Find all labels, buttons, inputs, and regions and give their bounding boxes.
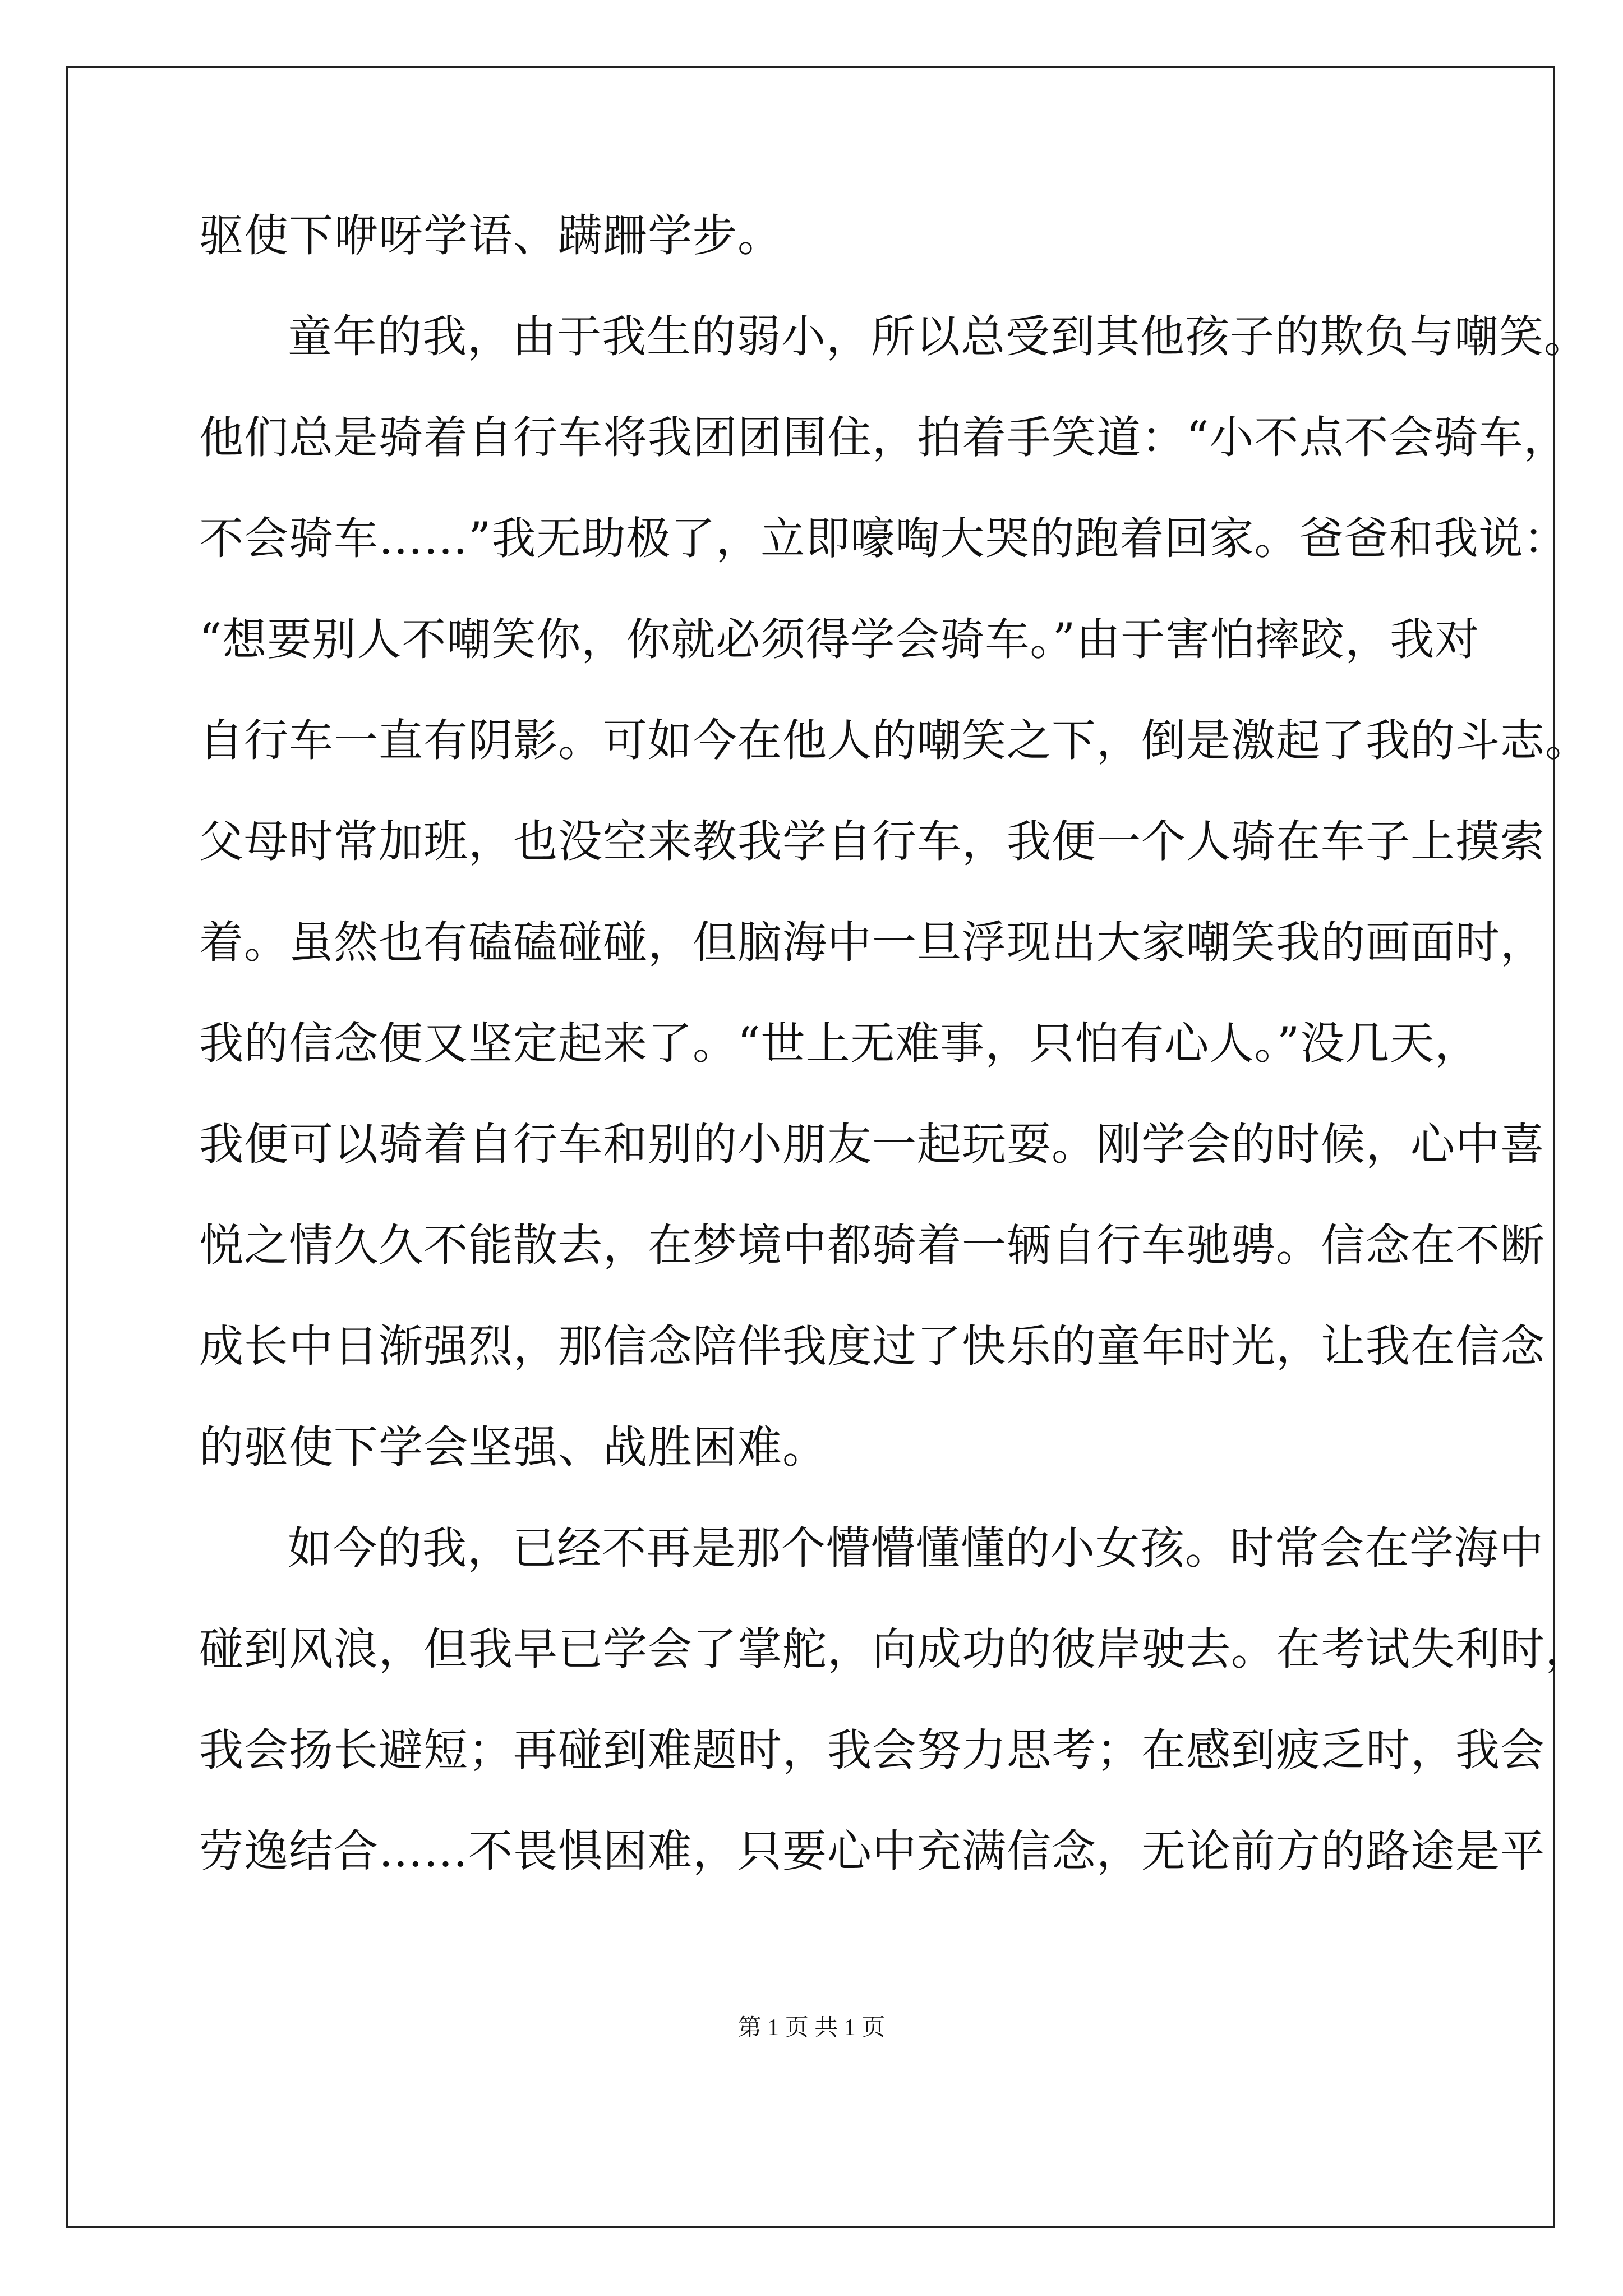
text-line: 的驱使下学会坚强、战胜困难。 — [199, 1421, 827, 1473]
text-line: 劳逸结合……不畏惧困难，只要心中充满信念，无论前方的路途是平 — [199, 1825, 1545, 1877]
text-line: 悦之情久久不能散去，在梦境中都骑着一辆自行车驰骋。信念在不断 — [199, 1220, 1545, 1271]
text-line: 父母时常加班，也没空来教我学自行车，我便一个人骑在车子上摸索 — [199, 816, 1545, 867]
text-line: 他们总是骑着自行车将我团团围住，拍着手笑道：“小不点不会骑车， — [199, 412, 1569, 463]
paragraph-first-line: 如今的我，已经不再是那个懵懵懂懂的小女孩。时常会在学海中 — [288, 1522, 1544, 1574]
text-line: 驱使下咿呀学语、蹒跚学步。 — [199, 210, 782, 261]
text-line: “想要别人不嘲笑你，你就必须得学会骑车。”由于害怕摔跤，我对 — [199, 614, 1480, 665]
text-line: 我的信念便又坚定起来了。“世上无难事，只怕有心人。”没几天， — [199, 1018, 1480, 1069]
text-line: 碰到风浪，但我早已学会了掌舵，向成功的彼岸驶去。在考试失利时， — [199, 1623, 1590, 1675]
text-line: 我便可以骑着自行车和别的小朋友一起玩耍。刚学会的时候，心中喜 — [199, 1119, 1545, 1170]
text-line: 着。虽然也有磕磕碰碰，但脑海中一旦浮现出大家嘲笑我的画面时， — [199, 917, 1545, 968]
text-line: 自行车一直有阴影。可如今在他人的嘲笑之下，倒是激起了我的斗志。 — [199, 715, 1590, 766]
paragraph-first-line: 童年的我，由于我生的弱小，所以总受到其他孩子的欺负与嘲笑。 — [288, 311, 1589, 362]
text-line: 成长中日渐强烈，那信念陪伴我度过了快乐的童年时光，让我在信念 — [199, 1320, 1545, 1372]
text-line: 不会骑车……”我无助极了，立即嚎啕大哭的跑着回家。爸爸和我说： — [199, 513, 1569, 564]
text-line: 我会扬长避短；再碰到难题时，我会努力思考；在感到疲乏时，我会 — [199, 1724, 1545, 1776]
page-number-footer: 第 1 页 共 1 页 — [737, 2015, 886, 2041]
